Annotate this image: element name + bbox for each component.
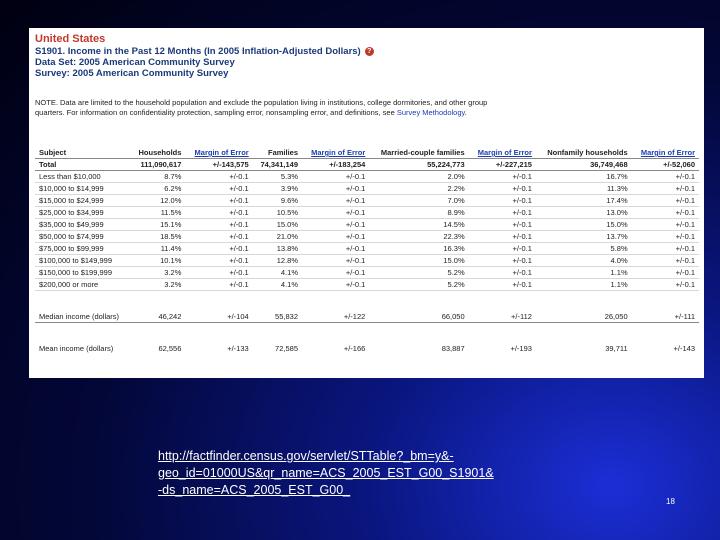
- col-moe-families[interactable]: Margin of Error: [302, 148, 369, 159]
- spacer-cell: [369, 291, 468, 312]
- spacer-cell: [369, 323, 468, 344]
- table-cell: +/-133: [227, 344, 249, 353]
- row-label: Total: [35, 159, 130, 171]
- table-cell: +/-0.1: [469, 219, 536, 231]
- table-cell: +/-111: [632, 311, 699, 323]
- spacer-cell: [302, 323, 369, 344]
- table-body: [35, 159, 699, 355]
- dataset-line: Data Set: 2005 American Community Survey: [35, 57, 235, 68]
- table-row: [35, 195, 699, 207]
- url-line: geo_id=01000US&qr_name=ACS_2005_EST_G00_S1901&: [158, 466, 494, 480]
- table-cell: +/-0.1: [302, 195, 369, 207]
- table-cell: +/-0.1: [632, 255, 699, 267]
- table-cell: 11.4%: [130, 243, 185, 255]
- table-cell: 4.0%: [536, 255, 632, 267]
- table-cell: +/-0.1: [632, 219, 699, 231]
- table-cell: 5.3%: [253, 171, 302, 183]
- table-cell: +/-227,215: [469, 159, 536, 171]
- table-cell: 13.0%: [536, 207, 632, 219]
- table-row: [35, 207, 699, 219]
- table-cell: 55,224,773: [369, 159, 468, 171]
- table-row: [35, 219, 699, 231]
- table-cell: 8.9%: [369, 207, 468, 219]
- spacer-cell: [185, 291, 252, 312]
- table-cell: +/-0.1: [302, 279, 369, 291]
- table-cell: 5.2%: [369, 267, 468, 279]
- income-table: [35, 148, 699, 354]
- spacer-cell: [185, 323, 252, 344]
- table-cell: 9.6%: [253, 195, 302, 207]
- table-row: [35, 243, 699, 255]
- table-cell: +/-0.1: [632, 195, 699, 207]
- table-cell: +/-0.1: [302, 231, 369, 243]
- table-cell: +/-0.1: [469, 243, 536, 255]
- table-cell: +/-166: [343, 344, 366, 353]
- survey-methodology-link[interactable]: Survey Methodology: [396, 108, 465, 117]
- spacer-cell: [469, 291, 536, 312]
- table-row: [35, 171, 699, 183]
- median-income-row: [35, 311, 699, 323]
- table-cell: +/-0.1: [185, 267, 252, 279]
- table-cell: 4.1%: [253, 267, 302, 279]
- row-label: $15,000 to $24,999: [35, 195, 130, 207]
- table-cell: +/-0.1: [185, 279, 252, 291]
- row-label: $75,000 to $99,999: [35, 243, 130, 255]
- table-cell: 62,556: [158, 344, 182, 353]
- table-cell: 12.8%: [253, 255, 302, 267]
- spacer-row: [35, 323, 699, 344]
- row-label: $25,000 to $34,999: [35, 207, 130, 219]
- table-cell: +/-0.1: [302, 171, 369, 183]
- spacer-row: [35, 291, 699, 312]
- table-cell: +/-0.1: [185, 219, 252, 231]
- table-cell: +/-0.1: [469, 255, 536, 267]
- spacer-cell: [302, 291, 369, 312]
- table-cell: +/-0.1: [469, 207, 536, 219]
- table-row: [35, 279, 699, 291]
- table-cell: +/-52,060: [632, 159, 699, 171]
- row-label: Less than $10,000: [35, 171, 130, 183]
- table-cell: +/-0.1: [469, 279, 536, 291]
- table-cell: 8.7%: [130, 171, 185, 183]
- table-cell: +/-0.1: [632, 243, 699, 255]
- spacer-cell: [536, 323, 632, 344]
- table-cell: 3.9%: [253, 183, 302, 195]
- spacer-cell: [253, 291, 302, 312]
- table-cell: +/-104: [185, 311, 252, 323]
- table-cell: 12.0%: [130, 195, 185, 207]
- table-cell: 13.7%: [536, 231, 632, 243]
- table-cell: +/-0.1: [469, 171, 536, 183]
- source-url[interactable]: [158, 448, 494, 499]
- row-label: Mean income (dollars): [39, 344, 114, 353]
- col-subject: Subject: [35, 148, 130, 159]
- spacer-cell: [536, 291, 632, 312]
- spacer-cell: [35, 291, 130, 312]
- spacer-cell: [632, 323, 699, 344]
- table-row: [35, 231, 699, 243]
- table-cell: +/-0.1: [185, 243, 252, 255]
- spacer-cell: [130, 291, 185, 312]
- spacer-cell: [35, 323, 130, 344]
- table-cell: 2.0%: [369, 171, 468, 183]
- table-cell: +/-143,575: [185, 159, 252, 171]
- table-cell: 10.5%: [253, 207, 302, 219]
- row-label: $10,000 to $14,999: [35, 183, 130, 195]
- table-cell: +/-0.1: [185, 195, 252, 207]
- row-label: $200,000 or more: [35, 279, 130, 291]
- table-cell: +/-0.1: [302, 207, 369, 219]
- table-cell: +/-0.1: [469, 183, 536, 195]
- table-cell: 55,832: [253, 311, 302, 323]
- url-line: http://factfinder.census.gov/servlet/STTable?_bm=y&-: [158, 449, 454, 463]
- table-row: [35, 183, 699, 195]
- table-cell: +/-0.1: [302, 183, 369, 195]
- table-cell: +/-122: [302, 311, 369, 323]
- table-cell: 2.2%: [369, 183, 468, 195]
- spacer-cell: [632, 291, 699, 312]
- table-header: [35, 32, 695, 79]
- mean-income-row: [35, 343, 699, 354]
- table-cell: +/-0.1: [632, 207, 699, 219]
- table-cell: 15.1%: [130, 219, 185, 231]
- table-cell: 11.5%: [130, 207, 185, 219]
- table-cell: 72,585: [275, 344, 298, 353]
- table-cell: +/-0.1: [185, 171, 252, 183]
- table-cell: +/-183,254: [302, 159, 369, 171]
- table-cell: 16.7%: [536, 171, 632, 183]
- table-cell: +/-0.1: [302, 267, 369, 279]
- table-cell: 21.0%: [253, 231, 302, 243]
- table-cell: +/-0.1: [185, 207, 252, 219]
- table-cell: 22.3%: [369, 231, 468, 243]
- table-cell: 66,050: [369, 311, 468, 323]
- table-header-row: [35, 148, 699, 159]
- table-cell: 39,711: [605, 344, 628, 353]
- table-cell: 3.2%: [130, 279, 185, 291]
- census-table-screenshot: [29, 28, 704, 378]
- table-cell: +/-0.1: [469, 231, 536, 243]
- spacer-cell: [469, 323, 536, 344]
- table-cell: 11.3%: [536, 183, 632, 195]
- col-nonfamily: Nonfamily households: [536, 148, 632, 159]
- url-line: -ds_name=ACS_2005_EST_G00_: [158, 483, 351, 497]
- row-label: $35,000 to $49,999: [35, 219, 130, 231]
- table-cell: 1.1%: [536, 267, 632, 279]
- col-households: Households: [130, 148, 185, 159]
- table-cell: 3.2%: [130, 267, 185, 279]
- table-cell: +/-0.1: [632, 171, 699, 183]
- state-title: United States: [35, 33, 106, 45]
- table-cell: 1.1%: [536, 279, 632, 291]
- row-label: $150,000 to $199,999: [35, 267, 130, 279]
- table-cell: +/-0.1: [469, 195, 536, 207]
- table-cell: 74,341,149: [253, 159, 302, 171]
- table-cell: +/-112: [469, 311, 536, 323]
- table-cell: 5.2%: [369, 279, 468, 291]
- table-cell: 15.0%: [253, 219, 302, 231]
- table-cell: +/-0.1: [632, 279, 699, 291]
- table-cell: 26,050: [536, 311, 632, 323]
- table-row: [35, 267, 699, 279]
- table-cell: 36,749,468: [536, 159, 632, 171]
- table-cell: 4.1%: [253, 279, 302, 291]
- table-cell: 14.5%: [369, 219, 468, 231]
- col-families: Families: [253, 148, 302, 159]
- table-cell: +/-0.1: [632, 183, 699, 195]
- table-cell: +/-193: [510, 344, 532, 353]
- table-cell: 83,887: [441, 344, 465, 353]
- table-cell: +/-0.1: [469, 267, 536, 279]
- table-cell: +/-0.1: [632, 267, 699, 279]
- survey-line: Survey: 2005 American Community Survey: [35, 68, 229, 79]
- table-cell: 10.1%: [130, 255, 185, 267]
- table-cell: +/-0.1: [185, 231, 252, 243]
- col-moe-married[interactable]: Margin of Error: [469, 148, 536, 159]
- table-cell: 17.4%: [536, 195, 632, 207]
- table-cell: +/-0.1: [632, 231, 699, 243]
- table-cell: +/-0.1: [185, 183, 252, 195]
- table-cell: +/-0.1: [302, 255, 369, 267]
- table-cell: +/-0.1: [302, 243, 369, 255]
- table-cell: 15.0%: [536, 219, 632, 231]
- spacer-cell: [253, 323, 302, 344]
- row-label: $50,000 to $74,999: [35, 231, 130, 243]
- table-row: [35, 255, 699, 267]
- table-cell: 15.0%: [369, 255, 468, 267]
- table-cell: 13.8%: [253, 243, 302, 255]
- col-moe-nonfamily[interactable]: Margin of Error: [632, 148, 699, 159]
- table-cell: +/-143: [673, 344, 695, 353]
- total-row: [35, 159, 699, 171]
- table-cell: 6.2%: [130, 183, 185, 195]
- table-cell: 5.8%: [536, 243, 632, 255]
- help-icon[interactable]: ?: [365, 47, 374, 56]
- col-married-couple: Married-couple families: [369, 148, 468, 159]
- table-cell: +/-0.1: [302, 219, 369, 231]
- slide-number: 18: [666, 497, 675, 506]
- table-cell: 16.3%: [369, 243, 468, 255]
- table-title: S1901. Income in the Past 12 Months (In 2005 Inflation-Adjusted Dollars) ?: [35, 46, 695, 57]
- table-cell: 18.5%: [130, 231, 185, 243]
- col-moe-households[interactable]: Margin of Error: [185, 148, 252, 159]
- row-label: $100,000 to $149,999: [35, 255, 130, 267]
- row-label: Median income (dollars): [35, 311, 130, 323]
- spacer-cell: [130, 323, 185, 344]
- table-cell: 111,090,617: [130, 159, 185, 171]
- table-cell: 46,242: [130, 311, 185, 323]
- table-cell: +/-0.1: [185, 255, 252, 267]
- table-cell: 7.0%: [369, 195, 468, 207]
- methodology-note: NOTE. Data are limited to the household population and exclude the population living in institutions, college dormitories, and other group quarters. For information on confidentiality protection, sampling error, nonsampling error, and definitions, see Survey Methodology.: [35, 98, 488, 117]
